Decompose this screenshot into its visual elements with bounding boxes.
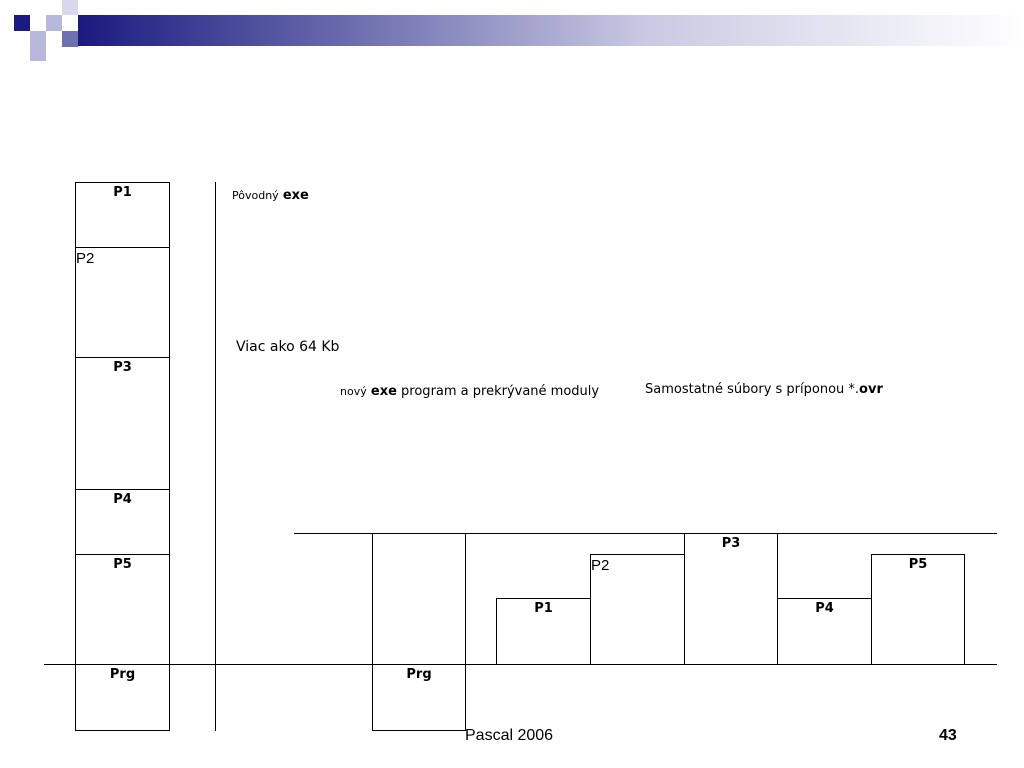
- original-exe-bold: exe: [282, 188, 309, 203]
- module-box-p3: [684, 533, 778, 665]
- left-box-label: P1: [113, 185, 132, 200]
- module-box-p1: [496, 598, 591, 665]
- overlay-prg-box: [372, 664, 466, 731]
- left-box-prg: [75, 664, 170, 731]
- left-box-p4: [75, 489, 170, 555]
- page-number: 43: [939, 727, 957, 744]
- original-exe-prefix: Pôvodný: [232, 189, 279, 202]
- left-box-p2: [75, 247, 170, 358]
- left-box-label: P5: [113, 557, 132, 572]
- original-exe-label: [232, 187, 309, 204]
- overlay-prg-label: Prg: [406, 667, 432, 682]
- header-gradient-bar: [78, 15, 1024, 46]
- new-exe-label: [340, 383, 600, 400]
- ovr-prefix: Samostatné súbory s príponou *.: [645, 382, 860, 397]
- new-exe-rest: program a prekrývané moduly: [401, 384, 600, 399]
- decor-square-dark: [14, 15, 30, 31]
- left-box-label: P4: [113, 492, 132, 507]
- new-exe-prefix: nový: [340, 385, 367, 398]
- left-box-label: Prg: [109, 667, 136, 682]
- decor-square-light: [62, 0, 78, 15]
- ovr-bold: ovr: [859, 382, 883, 397]
- left-box-p3: [75, 357, 170, 490]
- decor-square-mid: [62, 31, 78, 47]
- decor-square-light: [30, 31, 46, 47]
- module-label: P3: [721, 536, 741, 551]
- module-box-p4: [777, 598, 872, 665]
- size-label: Viac ako 64 Kb: [236, 339, 340, 355]
- footer-title: Pascal 2006: [465, 727, 554, 744]
- module-box-p2: [590, 554, 685, 665]
- decor-square-light: [46, 15, 62, 31]
- vertical-separator: [215, 182, 216, 731]
- module-label: P1: [534, 601, 553, 616]
- new-exe-bold: exe: [370, 384, 397, 399]
- module-label: P4: [815, 601, 834, 616]
- module-label: P5: [908, 557, 928, 572]
- ovr-label: [645, 381, 883, 398]
- decor-square-light: [30, 46, 46, 61]
- left-box-label: P3: [113, 360, 132, 375]
- left-box-p1: [75, 182, 170, 248]
- left-box-label: P2: [76, 250, 95, 267]
- overlay-main-box: [372, 533, 466, 665]
- module-label: P2: [591, 557, 610, 574]
- left-box-p5: [75, 554, 170, 665]
- module-box-p5: [871, 554, 965, 665]
